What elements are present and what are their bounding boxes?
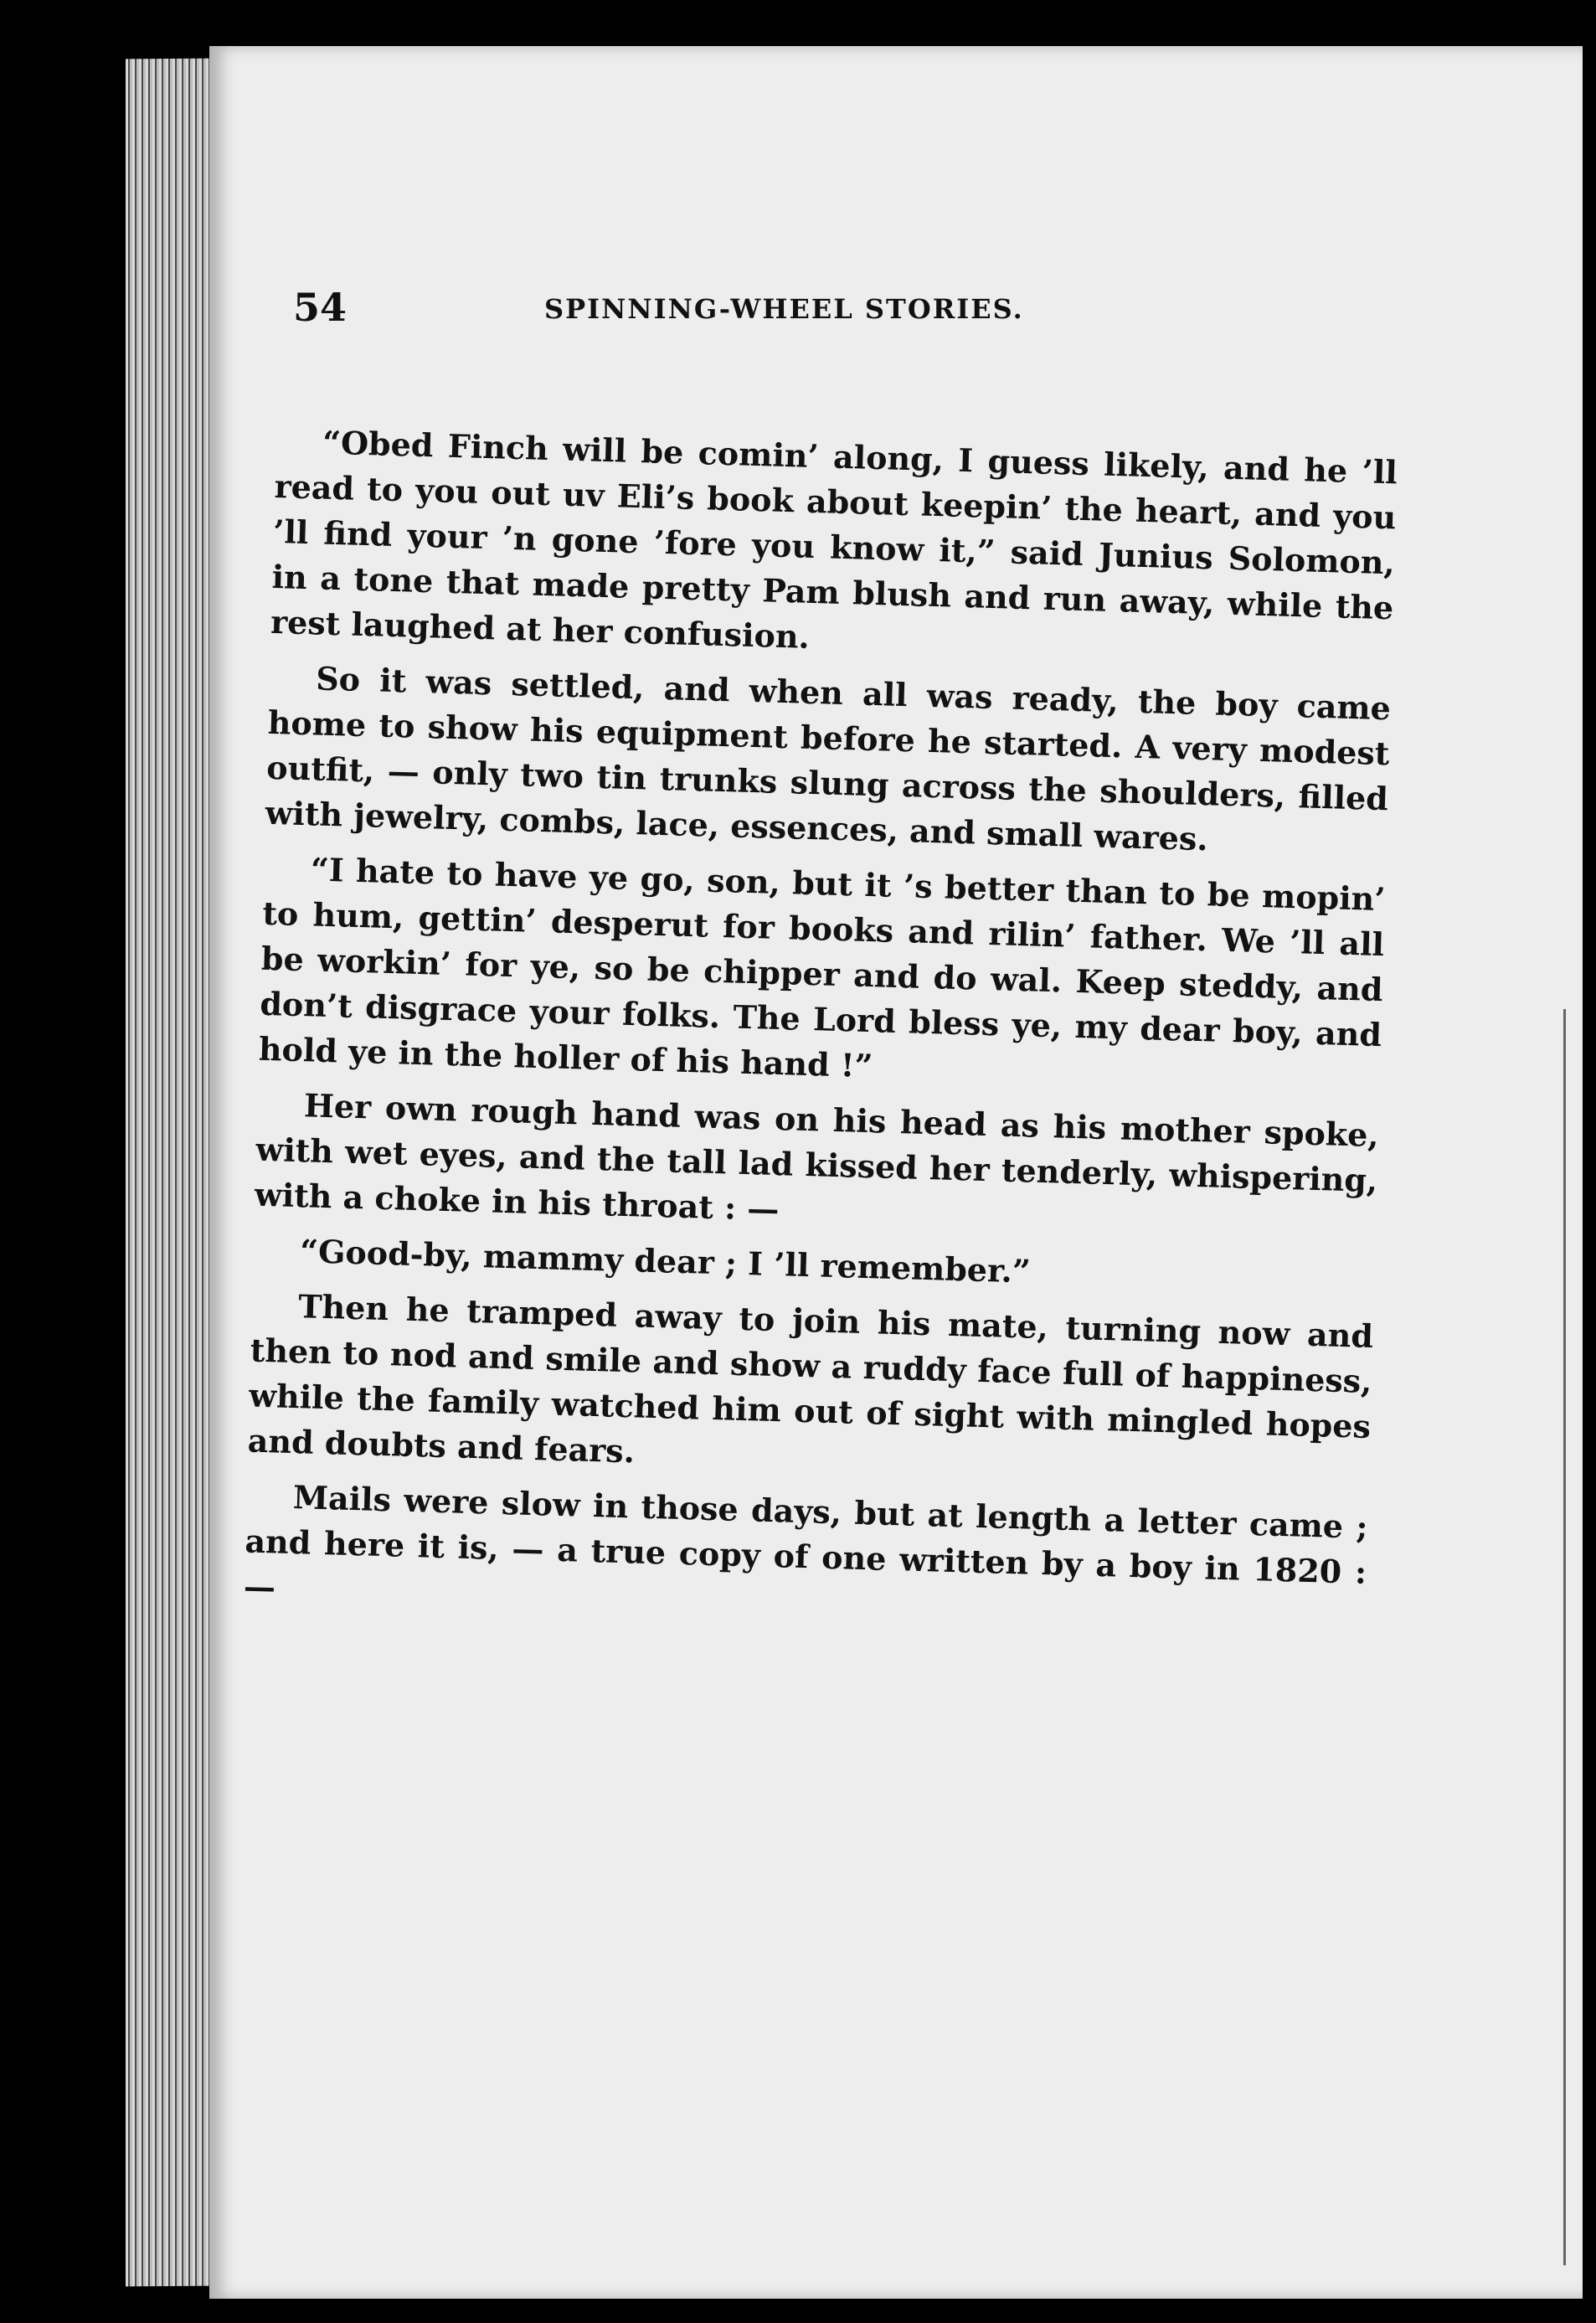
page-header	[293, 285, 1231, 368]
running-head: SPINNING-WHEEL STORIES.	[544, 293, 1024, 325]
paragraph: Mails were slow in those days, but at length a letter came ; and here it is, — a true copy of one written by a boy in 1820 : —	[243, 1478, 1369, 1606]
page-number: 54	[293, 285, 348, 330]
paragraph: “Good-by, mammy dear ; I ’ll remember.”	[299, 1232, 1032, 1290]
paragraph: Her own rough hand was on his head as his mother spoke, with wet eyes, and the tall lad kissed her tenderly, whispering, with a choke in his throat : —	[254, 1086, 1380, 1228]
paragraph: So it was settled, and when all was ready, the boy came home to show his equipment before he started. A very modest outfit, — only two tin trunks slung across the shoulders, filled with jewelry, combs, lace, essences, and small wares.	[265, 659, 1392, 858]
paragraph: “I hate to have ye go, son, but it ’s better than to be mopin’ to hum, gettin’ desperut for books and rilin’ father. We ’ll all be workin’ for ye, so be chipper and do wal. Keep steddy, and don’t disgrace your folks. The Lord bless ye, my dear boy, and hold ye in the holler of his hand !”	[258, 850, 1387, 1085]
paragraph: Then he tramped away to join his mate, turning now and then to nod and smile and show a ruddy face full of happiness, while the family watched him out of sight with mingled hopes and doubts and fears.	[247, 1287, 1374, 1471]
body-text	[243, 419, 1398, 1651]
paragraph: “Obed Finch will be comin’ along, I guess likely, and he ’ll read to you out uv Eli’s book about keepin’ the heart, and you ’ll find your ’n gone ’fore you know it,” said Junius Solomon, in a tone that made pretty Pam blush and run away, while the rest laughed at her confusion.	[270, 423, 1398, 656]
